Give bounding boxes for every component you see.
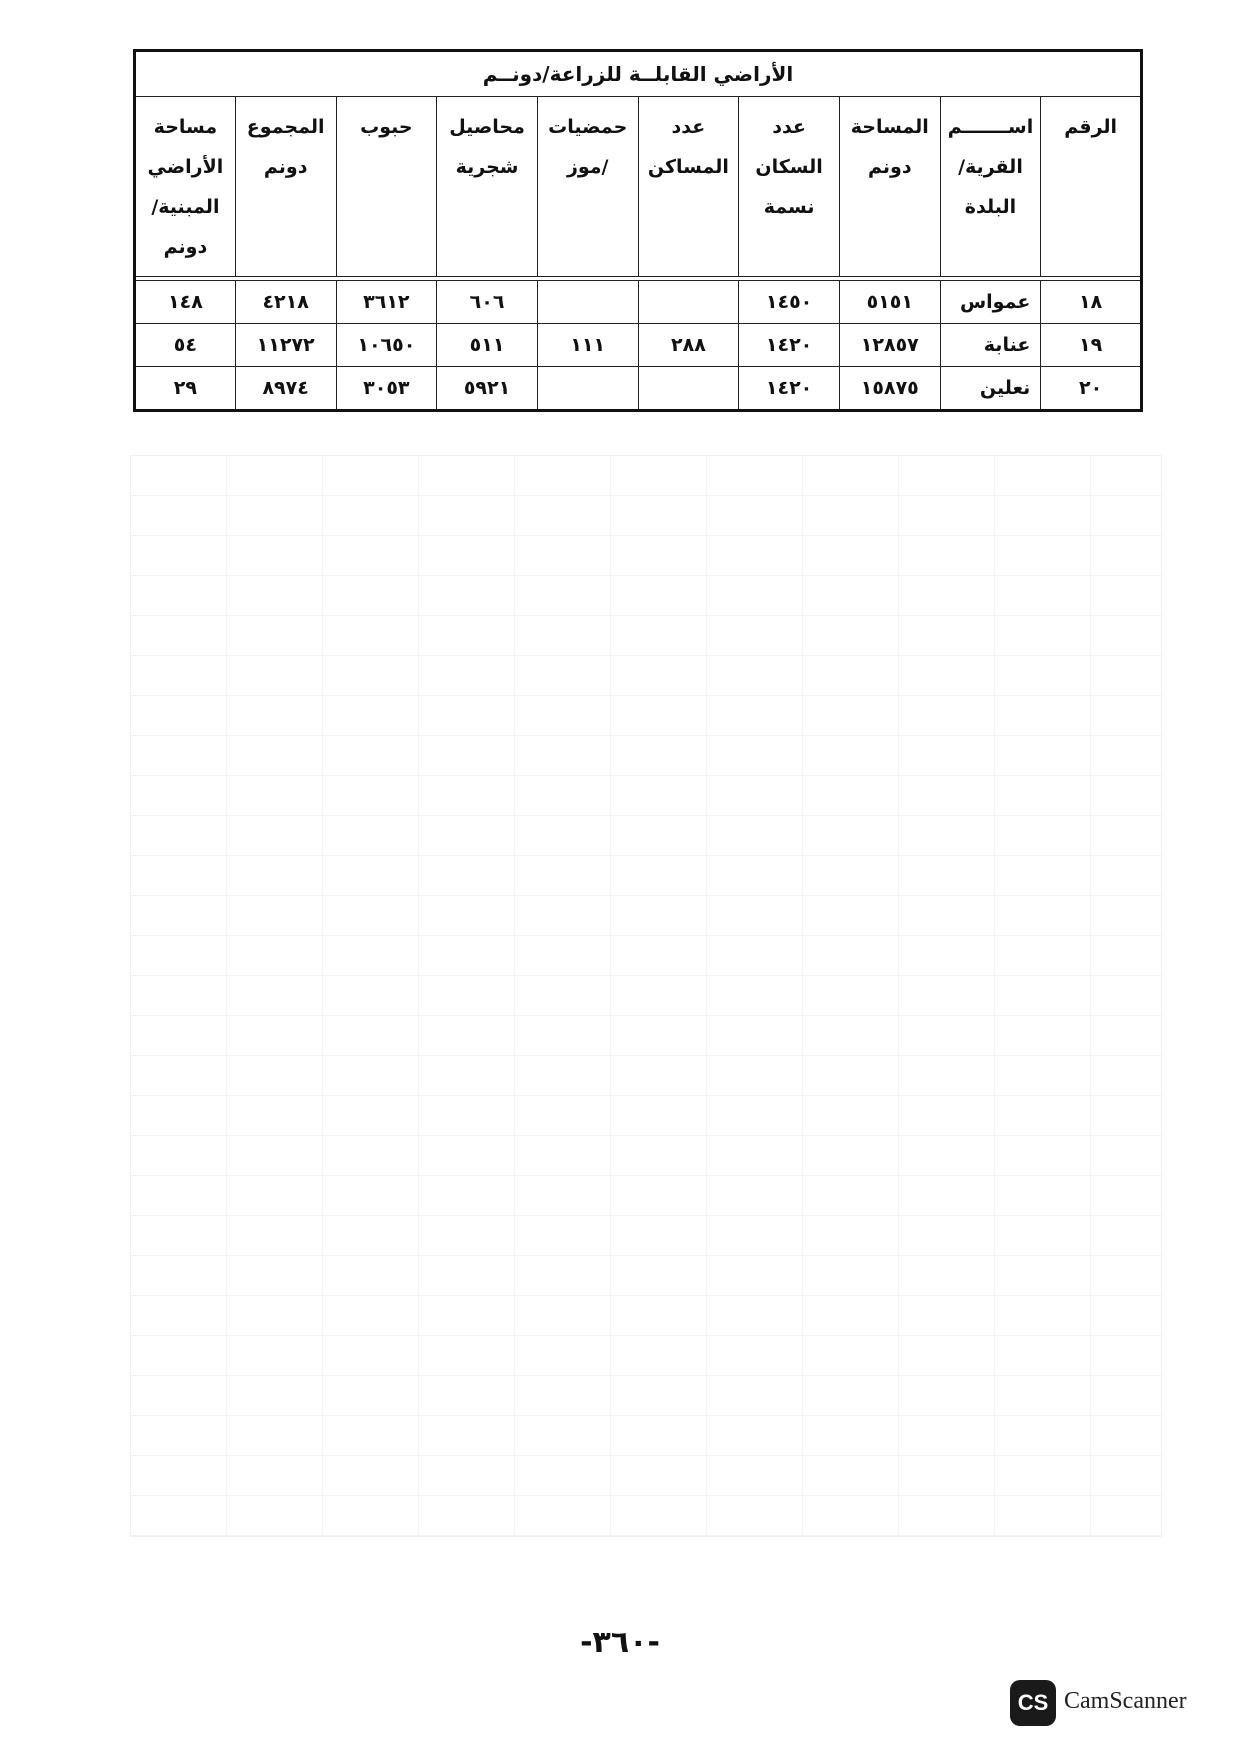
header-area: المساحة دونم xyxy=(839,97,940,277)
camscanner-logo-icon: CS xyxy=(1010,1680,1056,1726)
cell-dwellings xyxy=(638,281,739,324)
table-title: الأراضي القابلــة للزراعة/دونــم xyxy=(135,51,1142,97)
cell-total: ٨٩٧٤ xyxy=(235,367,336,411)
cell-grains: ٣٠٥٣ xyxy=(336,367,437,411)
table-title-row xyxy=(135,51,1142,97)
table-row xyxy=(135,367,1142,411)
cell-population: ١٤٢٠ xyxy=(739,324,840,367)
cell-tree-crops: ٥١١ xyxy=(437,324,538,367)
cell-grains: ١٠٦٥٠ xyxy=(336,324,437,367)
table-row xyxy=(135,281,1142,324)
cell-village-name: نعلين xyxy=(940,367,1041,411)
cell-area: ٥١٥١ xyxy=(839,281,940,324)
cell-built-area: ١٤٨ xyxy=(135,281,236,324)
cell-citrus: ١١١ xyxy=(537,324,638,367)
camscanner-brand: CamScanner xyxy=(1064,1688,1187,1714)
cell-id: ٢٠ xyxy=(1041,367,1142,411)
header-dwellings: عدد المساكن xyxy=(638,97,739,277)
cell-area: ١٢٨٥٧ xyxy=(839,324,940,367)
cell-total: ٤٢١٨ xyxy=(235,281,336,324)
bleed-through-grid xyxy=(130,455,1162,1537)
cell-population: ١٤٥٠ xyxy=(739,281,840,324)
cell-population: ١٤٢٠ xyxy=(739,367,840,411)
cell-village-name: عنابة xyxy=(940,324,1041,367)
cell-village-name: عمواس xyxy=(940,281,1041,324)
cell-tree-crops: ٦٠٦ xyxy=(437,281,538,324)
cell-id: ١٨ xyxy=(1041,281,1142,324)
agricultural-land-table xyxy=(133,49,1143,412)
header-grains: حبوب xyxy=(336,97,437,277)
cell-built-area: ٢٩ xyxy=(135,367,236,411)
cell-built-area: ٥٤ xyxy=(135,324,236,367)
header-id: الرقم xyxy=(1041,97,1142,277)
cell-area: ١٥٨٧٥ xyxy=(839,367,940,411)
header-tree-crops: محاصيل شجرية xyxy=(437,97,538,277)
header-total: المجموع دونم xyxy=(235,97,336,277)
cell-dwellings: ٢٨٨ xyxy=(638,324,739,367)
page-number: -٣٦٠- xyxy=(580,1625,660,1660)
cell-dwellings xyxy=(638,367,739,411)
table-row xyxy=(135,324,1142,367)
cell-citrus xyxy=(537,281,638,324)
header-citrus: حمضيات /موز xyxy=(537,97,638,277)
header-village-name: اســـــــم القرية/البلدة xyxy=(940,97,1041,277)
header-population: عدد السكان نسمة xyxy=(739,97,840,277)
cell-citrus xyxy=(537,367,638,411)
cell-id: ١٩ xyxy=(1041,324,1142,367)
cell-total: ١١٢٧٢ xyxy=(235,324,336,367)
cell-tree-crops: ٥٩٢١ xyxy=(437,367,538,411)
cell-grains: ٣٦١٢ xyxy=(336,281,437,324)
header-built-area: مساحة الأراضي المبنية/ دونم xyxy=(135,97,236,277)
column-header-row xyxy=(135,97,1142,277)
